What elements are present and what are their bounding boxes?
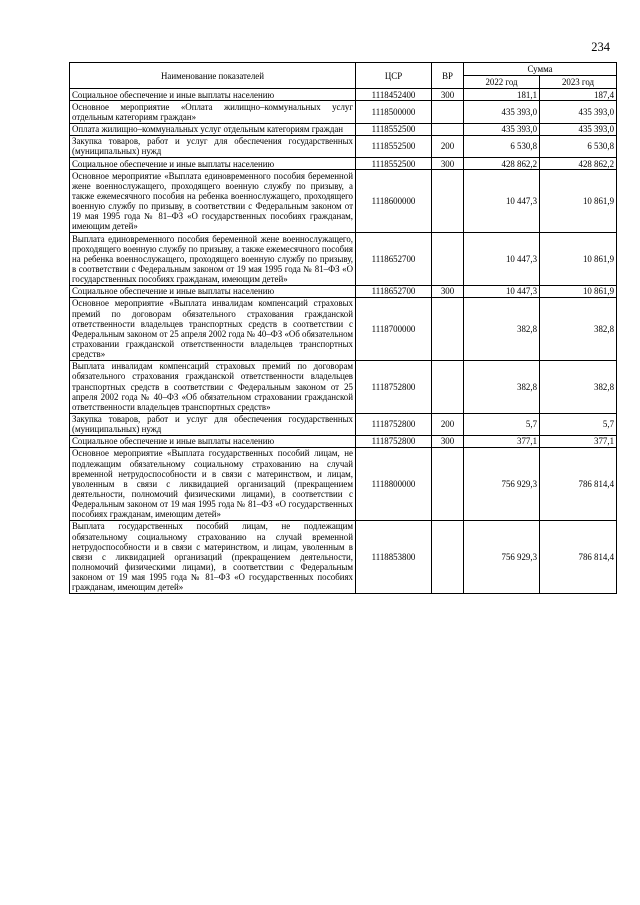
table-row: [70, 101, 617, 123]
row-name-cell: Социальное обеспечение и иные выплаты населению: [70, 158, 356, 170]
row-vr-cell: 300: [432, 435, 464, 447]
row-vr-cell: 300: [432, 89, 464, 101]
row-csr-cell: 1118652700: [356, 285, 432, 297]
table-row: [70, 233, 617, 286]
table-row: [70, 285, 617, 297]
row-name-cell: Социальное обеспечение и иные выплаты населению: [70, 89, 356, 101]
table-row: [70, 297, 617, 360]
row-name-cell: Оплата жилищно–коммунальных услуг отдельным категориям граждан: [70, 123, 356, 135]
row-sum-2023-cell: 435 393,0: [540, 123, 617, 135]
row-name-cell: Выплата единовременного пособия беременной жене военнослужащего, проходящего военную службу по призыву, а также ежемесячного пособия на ребенка военнослужащего, проходящего военную службу по призыву, в соответствии с Федеральным законом от 19 мая 1995 года № 81–ФЗ «О государственных пособиях гражданам, имеющим детей»: [70, 233, 356, 286]
header-year-2023: 2023 год: [540, 76, 617, 89]
row-sum-2022-cell: 382,8: [464, 297, 540, 360]
row-sum-2023-cell: 428 862,2: [540, 158, 617, 170]
row-sum-2023-cell: 6 530,8: [540, 135, 617, 157]
row-vr-cell: [432, 170, 464, 233]
row-sum-2022-cell: 756 929,3: [464, 520, 540, 593]
row-vr-cell: [432, 520, 464, 593]
table-row: [70, 520, 617, 593]
row-vr-cell: [432, 123, 464, 135]
row-name-cell: Закупка товаров, работ и услуг для обеспечения государственных (муниципальных) нужд: [70, 135, 356, 157]
row-sum-2023-cell: 435 393,0: [540, 101, 617, 123]
row-vr-cell: [432, 233, 464, 286]
row-csr-cell: 1118500000: [356, 101, 432, 123]
table-row: [70, 170, 617, 233]
row-sum-2023-cell: 5,7: [540, 413, 617, 435]
row-sum-2023-cell: 187,4: [540, 89, 617, 101]
row-sum-2022-cell: 756 929,3: [464, 447, 540, 520]
row-csr-cell: 1118800000: [356, 447, 432, 520]
row-name-cell: Выплата инвалидам компенсаций страховых премий по договорам обязательного страхования гражданской ответственности владельцев транспортных средств в соответствии с Федеральным законом от 25 апреля 2002 года № 40–ФЗ «Об обязательном страховании гражданской ответственности владельцев транспортных средств»: [70, 360, 356, 413]
row-sum-2022-cell: 10 447,3: [464, 170, 540, 233]
row-csr-cell: 1118552500: [356, 123, 432, 135]
row-sum-2022-cell: 382,8: [464, 360, 540, 413]
row-csr-cell: 1118752800: [356, 435, 432, 447]
row-sum-2023-cell: 377,1: [540, 435, 617, 447]
row-name-cell: Выплата государственных пособий лицам, не подлежащим обязательному социальному страхованию на случай временной нетрудоспособности и в связи с материнством, и лицам, уволенным в связи с ликвидацией организаций (прекращением деятельности, полномочий физическими лицами), в соответствии с Федеральным законом от 19 мая 1995 года № 81–ФЗ «О государственных пособиях гражданам, имеющим детей»: [70, 520, 356, 593]
table-row: [70, 413, 617, 435]
page-number: 234: [591, 40, 610, 54]
row-csr-cell: 1118853800: [356, 520, 432, 593]
table-row: [70, 158, 617, 170]
row-vr-cell: 300: [432, 158, 464, 170]
row-sum-2022-cell: 10 447,3: [464, 285, 540, 297]
row-csr-cell: 1118752800: [356, 413, 432, 435]
row-sum-2023-cell: 382,8: [540, 297, 617, 360]
header-year-2022: 2022 год: [464, 76, 540, 89]
row-name-cell: Основное мероприятие «Выплата единовременного пособия беременной жене военнослужащего, проходящего военную службу по призыву, а также ежемесячного пособия на ребенка военнослужащего, проходящего военную службу по призыву, в соответствии с Федеральным законом от 19 мая 1995 года № 81–ФЗ «О государственных пособиях гражданам, имеющим детей»: [70, 170, 356, 233]
table-row: [70, 447, 617, 520]
row-sum-2022-cell: 181,1: [464, 89, 540, 101]
table-body: [70, 89, 617, 594]
row-csr-cell: 1118752800: [356, 360, 432, 413]
row-csr-cell: 1118552500: [356, 158, 432, 170]
row-vr-cell: [432, 101, 464, 123]
row-sum-2022-cell: 377,1: [464, 435, 540, 447]
header-sum: Сумма: [464, 63, 617, 76]
row-sum-2022-cell: 5,7: [464, 413, 540, 435]
row-name-cell: Закупка товаров, работ и услуг для обеспечения государственных (муниципальных) нужд: [70, 413, 356, 435]
row-name-cell: Основное мероприятие «Выплата государственных пособий лицам, не подлежащим обязательному социальному страхованию на случай временной нетрудоспособности и в связи с материнством, и лицам, уволенным в связи с ликвидацией организаций (прекращением деятельности, полномочий физическими лицами), в соответствии с Федеральным законом от 19 мая 1995 года № 81–ФЗ «О государственных пособиях гражданам, имеющим детей»: [70, 447, 356, 520]
row-vr-cell: [432, 360, 464, 413]
table-row: [70, 89, 617, 101]
row-csr-cell: 1118652700: [356, 233, 432, 286]
row-sum-2022-cell: 6 530,8: [464, 135, 540, 157]
row-sum-2022-cell: 10 447,3: [464, 233, 540, 286]
table-row: [70, 360, 617, 413]
row-csr-cell: 1118452400: [356, 89, 432, 101]
row-sum-2023-cell: 10 861,9: [540, 233, 617, 286]
row-sum-2023-cell: 10 861,9: [540, 285, 617, 297]
row-vr-cell: 300: [432, 285, 464, 297]
header-row: [70, 63, 617, 76]
budget-table: [69, 62, 617, 594]
row-vr-cell: 200: [432, 135, 464, 157]
row-name-cell: Основное мероприятие «Оплата жилищно–коммунальных услуг отдельным категориям граждан»: [70, 101, 356, 123]
row-name-cell: Социальное обеспечение и иные выплаты населению: [70, 435, 356, 447]
row-name-cell: Социальное обеспечение и иные выплаты населению: [70, 285, 356, 297]
table-row: [70, 123, 617, 135]
table-row: [70, 435, 617, 447]
row-vr-cell: 200: [432, 413, 464, 435]
row-csr-cell: 1118700000: [356, 297, 432, 360]
row-csr-cell: 1118552500: [356, 135, 432, 157]
row-sum-2022-cell: 428 862,2: [464, 158, 540, 170]
table-row: [70, 135, 617, 157]
row-csr-cell: 1118600000: [356, 170, 432, 233]
header-csr: ЦСР: [356, 63, 432, 89]
row-vr-cell: [432, 447, 464, 520]
row-sum-2023-cell: 786 814,4: [540, 447, 617, 520]
row-sum-2022-cell: 435 393,0: [464, 101, 540, 123]
row-sum-2023-cell: 786 814,4: [540, 520, 617, 593]
header-vr: ВР: [432, 63, 464, 89]
row-name-cell: Основное мероприятие «Выплата инвалидам компенсаций страховых премий по договорам обязательного страхования гражданской ответственности владельцев транспортных средств в соответствии с Федеральным законом от 25 апреля 2002 года № 40–ФЗ «Об обязательном страховании гражданской ответственности владельцев транспортных средств»: [70, 297, 356, 360]
row-sum-2023-cell: 10 861,9: [540, 170, 617, 233]
row-sum-2023-cell: 382,8: [540, 360, 617, 413]
row-vr-cell: [432, 297, 464, 360]
header-name: Наименование показателей: [70, 63, 356, 89]
row-sum-2022-cell: 435 393,0: [464, 123, 540, 135]
